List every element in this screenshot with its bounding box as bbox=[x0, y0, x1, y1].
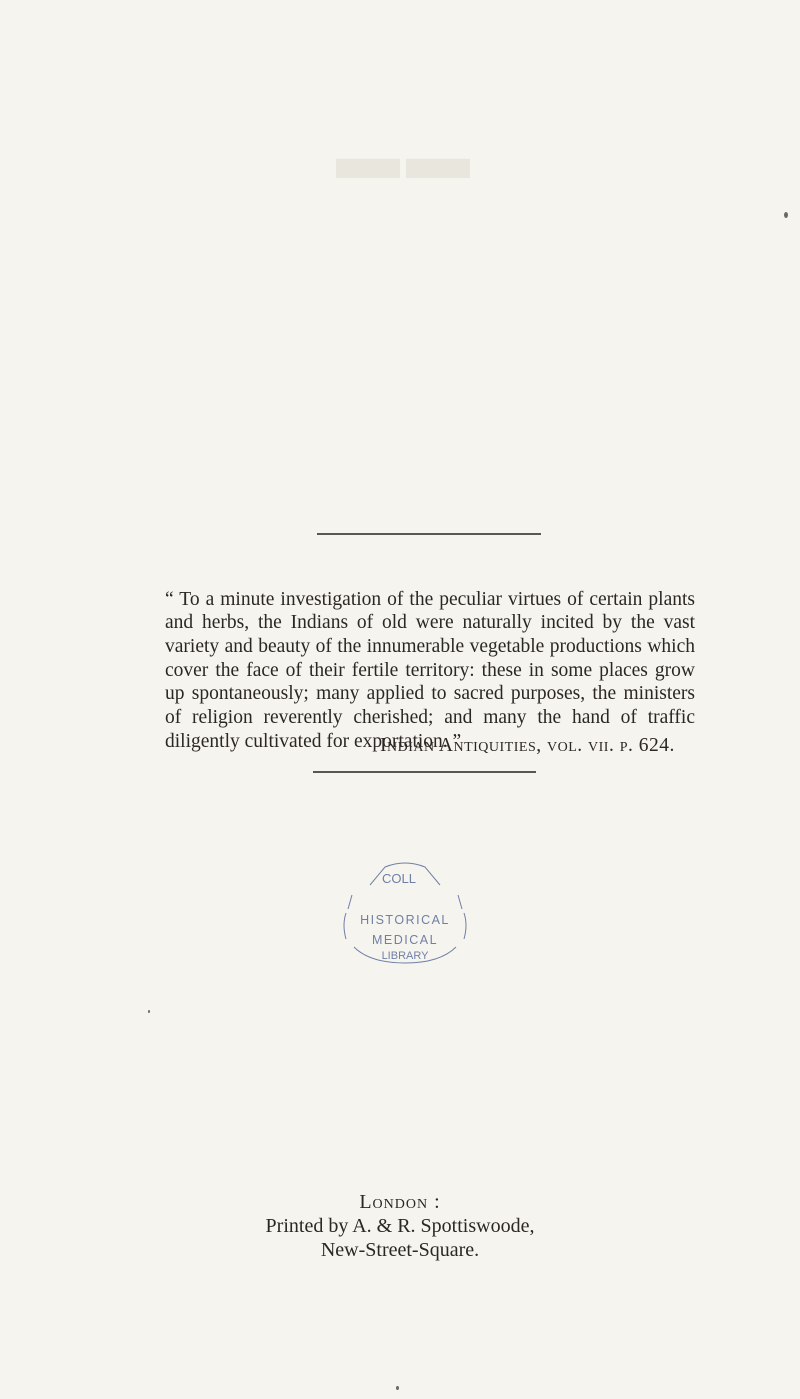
epigraph-attribution: Indian Antiquities, vol. vii. p. 624. bbox=[380, 735, 675, 756]
stamp-bottom-text: LIBRARY bbox=[381, 950, 429, 962]
paper-speck bbox=[396, 1386, 399, 1390]
imprint-city: London : bbox=[359, 1191, 441, 1213]
imprint-printer: Printed by A. & R. Spottiswoode, bbox=[265, 1215, 535, 1237]
show-through-heading: ▬▬ bbox=[330, 121, 470, 192]
imprint bbox=[0, 1190, 800, 1262]
paper-speck bbox=[148, 1010, 150, 1013]
library-stamp bbox=[330, 855, 480, 965]
top-rule bbox=[317, 533, 541, 535]
epigraph-quote: “ To a minute investigation of the peculiar virtues of certain plants and herbs, the Indians of old were naturally incited by the vast variety and beauty of the innumerable vegetable productions which cover the face of their fertile territory: these in some places grow up spontaneously; many applied to sacred purposes, the ministers of religion reverently cherished; and many the hand of traffic diligently cultivated for exportation. ” bbox=[165, 588, 695, 752]
stamp-line-historical: HISTORICAL bbox=[360, 913, 450, 927]
paper-speck bbox=[784, 212, 788, 218]
bottom-rule bbox=[313, 771, 536, 773]
stamp-line-medical: MEDICAL bbox=[371, 933, 439, 947]
stamp-top-text: COLL bbox=[382, 871, 416, 886]
imprint-address: New-Street-Square. bbox=[320, 1239, 480, 1261]
